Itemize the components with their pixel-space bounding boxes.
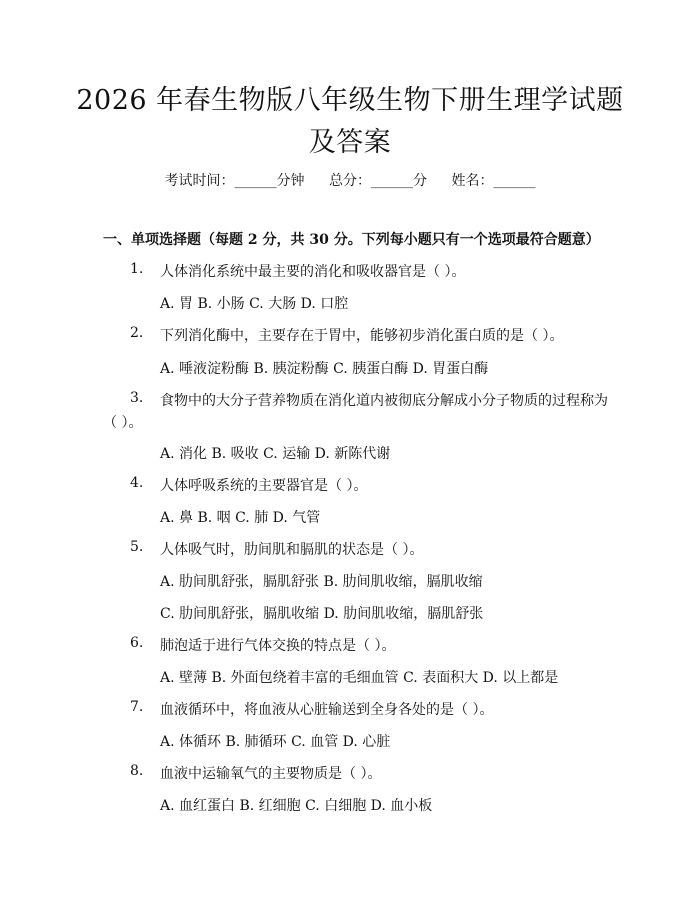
question-options: A. 壁薄 B. 外面包绕着丰富的毛细血管 C. 表面积大 D. 以上都是 xyxy=(160,670,559,686)
question-text: 人体呼吸系统的主要器官是（ ）。 xyxy=(160,478,368,494)
question-options: C. 肋间肌舒张，膈肌收缩 D. 肋间肌收缩，膈肌舒张 xyxy=(160,606,484,622)
question-number: 6. xyxy=(130,635,144,651)
question-text: 血液中运输氧气的主要物质是（ ）。 xyxy=(160,766,382,782)
question-options: A. 体循环 B. 肺循环 C. 血管 D. 心脏 xyxy=(160,734,391,750)
question-options: A. 鼻 B. 咽 C. 肺 D. 气管 xyxy=(160,510,321,526)
question-text-continuation: （ ）。 xyxy=(103,415,143,431)
student-name-field: 姓名：______ xyxy=(451,173,536,189)
question-number: 5. xyxy=(130,539,144,555)
question-text: 下列消化酶中，主要存在于胃中，能够初步消化蛋白质的是（ ）。 xyxy=(160,328,564,344)
question-options: A. 唾液淀粉酶 B. 胰淀粉酶 C. 胰蛋白酶 D. 胃蛋白酶 xyxy=(160,361,489,377)
question-options: A. 血红蛋白 B. 红细胞 C. 白细胞 D. 血小板 xyxy=(160,798,433,814)
total-score-field: 总分：______分 xyxy=(329,173,427,189)
exam-info-line xyxy=(0,170,700,190)
question-number: 4. xyxy=(130,475,144,491)
question-number: 3. xyxy=(130,390,144,406)
question-options: A. 胃 B. 小肠 C. 大肠 D. 口腔 xyxy=(160,296,349,312)
question-number: 1. xyxy=(130,261,144,277)
question-text: 人体消化系统中最主要的消化和吸收器官是（ ）。 xyxy=(160,264,466,280)
document-title-line1: 2026 年春生物版八年级生物下册生理学试题 xyxy=(76,85,624,116)
document-title-line2: 及答案 xyxy=(308,127,392,158)
question-number: 8. xyxy=(130,763,144,779)
question-text: 人体吸气时，肋间肌和膈肌的状态是（ ）。 xyxy=(160,542,424,558)
question-number: 2. xyxy=(130,325,144,341)
question-options: A. 消化 B. 吸收 C. 运输 D. 新陈代谢 xyxy=(160,446,391,462)
question-text: 血液循环中，将血液从心脏输送到全身各处的是（ ）。 xyxy=(160,702,494,718)
question-number: 7. xyxy=(130,699,144,715)
section-heading: 一、单项选择题（每题 2 分，共 30 分。下列每小题只有一个选项最符合题意） xyxy=(103,232,600,248)
question-options: A. 肋间肌舒张，膈肌舒张 B. 肋间肌收缩，膈肌收缩 xyxy=(160,574,483,590)
exam-time-field: 考试时间：______分钟 xyxy=(164,173,305,189)
question-text: 肺泡适于进行气体交换的特点是（ ）。 xyxy=(160,638,396,654)
question-text: 食物中的大分子营养物质在消化道内被彻底分解成小分子物质的过程称为 xyxy=(160,393,608,409)
